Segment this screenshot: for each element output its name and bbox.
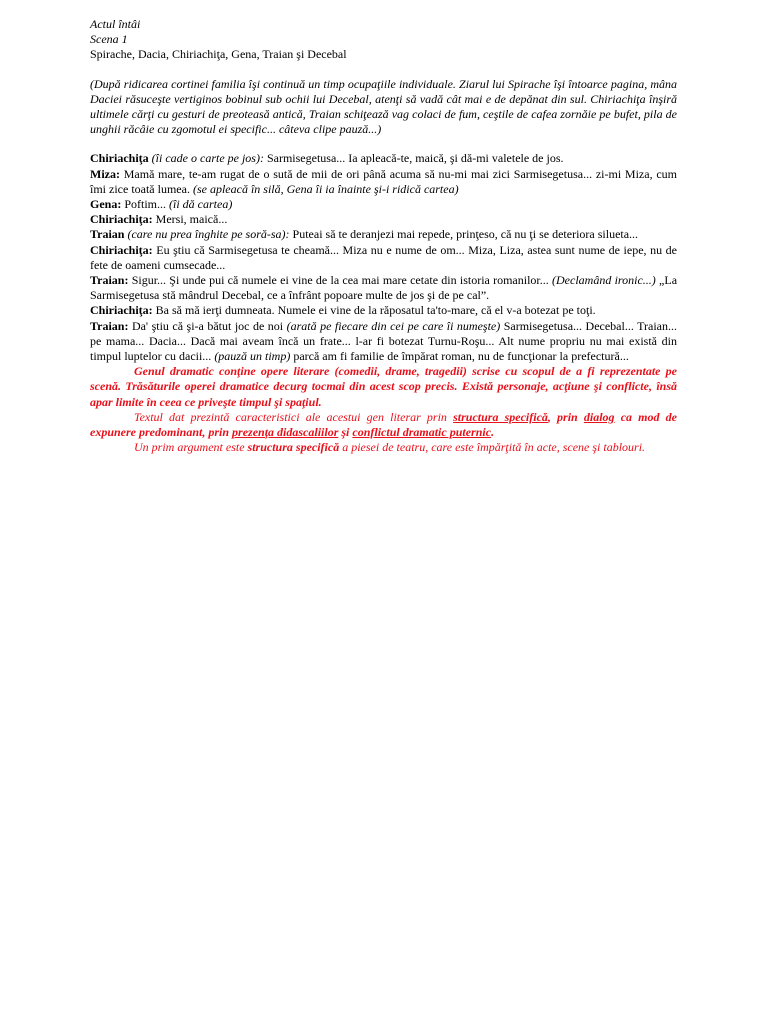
text-run: Eu ştiu că Sarmisegetusa te cheamă... Miza nu e nume de om... Miza, Liza, astea sunt nume de iepe, nu de fete de oameni cumsecade... (90, 242, 677, 272)
stage-direction: (După ridicarea cortinei familia îşi continuă un timp ocupaţiile individuale. Ziarul lui Spirache îşi întoarce pagina, mâna Daciei răsuceşte vertiginos bobinul sub ochii lui Decebal, atenţi să vadă cât mai e de depănat din sul. Chiriachiţa înşiră ultimele cărţi cu gesturi de preoteasă antică, Traian schiţează vag colaci de fum, ceştile de cafea zornăie pe bufet, pila de unghii răcâie cu zgomotul ei specific... câteva clipe pauză...) (90, 76, 677, 137)
dialogue-line (90, 151, 677, 166)
text-run: Da' ştiu că şi-a bătut joc de noi (128, 318, 287, 333)
text-run: conflictul dramatic puternic (352, 425, 492, 440)
dialogue-line (90, 273, 677, 303)
character-list: Spirache, Dacia, Chiriachiţa, Gena, Traian şi Decebal (90, 47, 347, 62)
text-run: (care nu prea înghite pe soră-sa): (124, 227, 293, 242)
spacer (90, 63, 677, 77)
speaker-name: Chiriachiţa: (90, 212, 153, 227)
text-run: Textul dat prezintă caracteristici ale acestui gen literar prin (134, 409, 454, 424)
spacer (90, 137, 677, 151)
text-run: Un prim argument este (134, 440, 248, 455)
text-run: structura specifică (453, 409, 548, 424)
text-run: (Declamând ironic...) (552, 273, 656, 288)
text-run: Sarmisegetusa... Ia apleacă-te, maică, şi dă-mi valetele de jos. (266, 151, 564, 166)
text-run: (pauză un timp) (214, 349, 291, 364)
text-run: Mamă mare, te-am rugat de o sută de mii de ori până acuma să nu-mi mai zici Sarmisegetusa... zi-mi Miza, cum îmi zice toată lumea. (90, 166, 677, 196)
text-run: prezenţa didascaliilor (232, 425, 339, 440)
document-page (90, 17, 677, 455)
scene-heading: Scena 1 (90, 32, 128, 47)
speaker-name: Traian: (90, 318, 129, 333)
speaker-name: Gena: (90, 197, 122, 212)
text-run: şi (338, 425, 353, 440)
dialogue-line (90, 303, 677, 318)
text-run: (se apleacă în silă, Gena îi ia înainte şi-i ridică cartea) (192, 181, 459, 196)
text-run: , prin (547, 409, 584, 424)
dialogue-line (90, 319, 677, 365)
dialogue (90, 151, 677, 364)
text-run: ca mod de expunere predominant, prin (90, 409, 677, 440)
speaker-name: Chiriachiţa (90, 151, 149, 166)
text-run: Puteai să te deranjezi mai repede, prinţeso, că nu ţi se deteriora silueta... (292, 227, 639, 242)
text-run: (îi cade o carte pe jos): (148, 151, 267, 166)
speaker-name: Chiriachiţa: (90, 303, 153, 318)
text-run: Sarmisegetusa... Decebal... Traian... pe mama... Dacia... Dacă mai aveam încă un frate... l-ar fi botezat Turnu-Roşu... Alt nume propriu nu mai există din timpul luptelor cu dacii... (90, 318, 677, 364)
text-run: a piesei de teatru, care este împărţită în acte, scene şi tablouri. (339, 440, 646, 455)
text-run: . (491, 425, 495, 440)
text-run: structura specifică (247, 440, 340, 455)
text-run: Sigur... Şi unde pui că numele ei vine de la cea mai mare cetate din istoria romanilor... (128, 273, 553, 288)
text-run: Mersi, maică... (152, 212, 228, 227)
analysis-paragraph-2 (90, 410, 677, 440)
speaker-name: Miza: (90, 166, 120, 181)
dialogue-line (90, 243, 677, 273)
speaker-name: Traian (90, 227, 125, 242)
text-run: Ba să mă ierţi dumneata. Numele ei vine de la răposatul ta'to-mare, că el v-a botezat pe toţi. (152, 303, 596, 318)
dialogue-line (90, 227, 677, 242)
speaker-name: Traian: (90, 273, 129, 288)
analysis-paragraph-1: Genul dramatic conţine opere literare (comedii, drame, tragedii) scrise cu scopul de a fi reprezentate pe scenă. Trăsăturile operei dramatice decurg tocmai din acest scop precis. Există personaje, acţiune şi conflicte, însă apar limite în ceea ce priveşte timpul şi spaţiul. (90, 364, 677, 409)
speaker-name: Chiriachiţa: (90, 242, 153, 257)
text-run: „La Sarmisegetusa stă mândrul Decebal, ce a înfrânt popoare multe de jos şi de pe cal”. (90, 273, 678, 303)
dialogue-line (90, 212, 677, 227)
dialogue-line (90, 197, 677, 212)
dialogue-line (90, 167, 677, 197)
text-run: (îi dă cartea) (169, 197, 233, 212)
text-run: dialog (583, 409, 615, 424)
act-heading: Actul întâi (90, 17, 141, 31)
text-run: parcă am fi familie de împărat roman, nu de funcţionar la prefectură... (290, 349, 629, 364)
analysis-paragraph-3 (90, 440, 677, 455)
text-run: (arată pe fiecare din cei pe care îi numeşte) (286, 318, 501, 333)
text-run: Poftim... (121, 197, 170, 212)
